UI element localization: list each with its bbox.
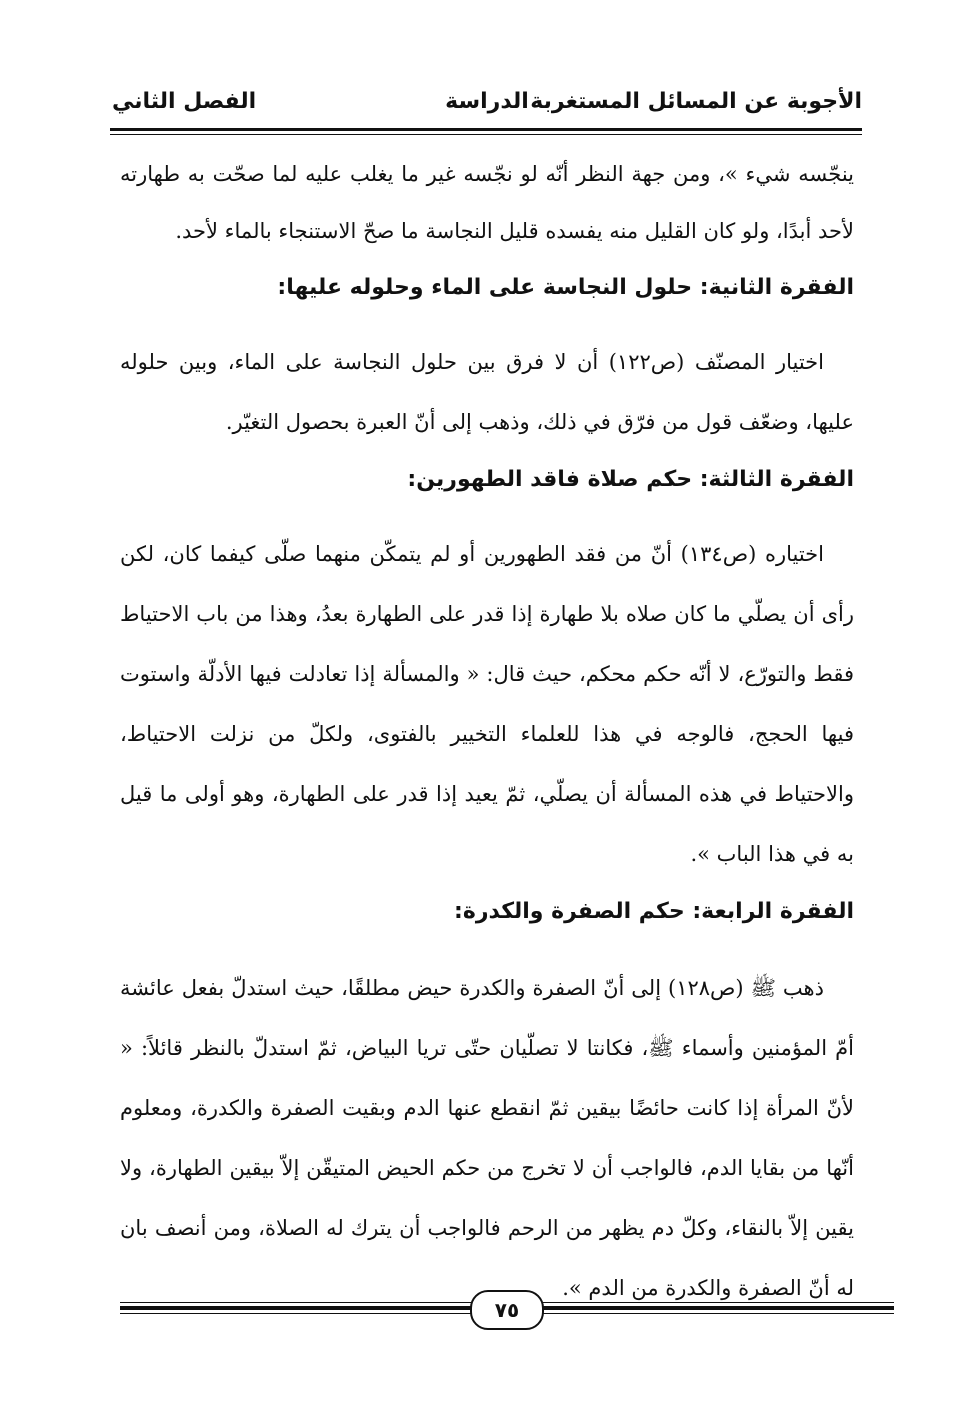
chapter-title: الفصل الثاني — [112, 89, 257, 114]
section-title: الدراسة — [445, 89, 529, 114]
book-title: الأجوبة عن المسائل المستغربة — [530, 89, 862, 114]
para4-heading: الفقرة الرابعة: حكم الصفرة والكدرة: — [454, 899, 854, 924]
page-footer — [120, 1290, 894, 1330]
running-header — [112, 84, 862, 124]
para4-text: ذهب ﷺ (ص١٢٨) إلى أنّ الصفرة والكدرة حيض مطلقًا، حيث استدلّ بفعل عائشة أمّ المؤمنين وأسماء ﷺ، فكانتا لا تصلّيان حتّى تريا البياض، ثمّ استدلّ بالنظر قائلاً: « لأنّ المرأة إذا كانت حائضًا بيقين ثمّ انقطع عنها الدم وبقيت الصفرة والكدرة، ومعلوم أنّها من بقايا الدم، فالواجب أن لا تخرج من حكم الحيض المتيقّن إلاّ بيقين الطهارة، ولا يقين إلاّ بالنقاء، وكلّ دم يظهر من الرحم فالواجب أن يترك له الصلاة، ومن أنصف بان له أنّ الصفرة والكدرة من الدم ». — [120, 976, 854, 1300]
spacer — [120, 940, 854, 958]
spacer — [120, 316, 854, 332]
intro-paragraph: ينجّسه شيء »، ومن جهة النظر أنّه لو نجّسه غير ما يغلب عليه لما صحّت به طهارته لأحد أبدًا، ولو كان القليل منه يفسده قليل النجاسة ما صحّ الاستنجاء بالماء لأحد. — [120, 162, 854, 243]
para2-text: اختيار المصنّف (ص١٢٢) أن لا فرق بين حلول النجاسة على الماء، وبين حلوله عليها، وضعّف قول من فرّق في ذلك، وذهب إلى أنّ العبرة بحصول التغيّر. — [120, 350, 854, 434]
spacer — [120, 508, 854, 524]
header-rule-thin — [110, 134, 862, 135]
page-body — [120, 146, 854, 1318]
header-rule — [110, 128, 862, 131]
page-number: ٧٥ — [470, 1290, 544, 1330]
para3-heading: الفقرة الثالثة: حكم صلاة فاقد الطهورين: — [407, 467, 854, 492]
para2-heading: الفقرة الثانية: حلول النجاسة على الماء وحلوله عليها: — [277, 275, 854, 300]
para3-text: اختياره (ص١٣٤) أنّ من فقد الطهورين أو لم يتمكّن منهما صلّى كيفما كان، لكن رأى أن يصلّي ما كان صلاه بلا طهارة إذا قدر على الطهارة بعدُ، وهذا من باب الاحتياط فقط والتورّع، لا أنّه حكم محكم، حيث قال: « والمسألة إذا تعادلت فيها الأدلّة واستوت فيها الحجج، فالوجه في هذا للعلماء التخيير بالفتوى، ولكلّ من نزلت الاحتياط، والاحتياط في هذه المسألة أن يصلّي، ثمّ يعيد إذا قدر على الطهارة، وهو أولى ما قيل به في هذا الباب ». — [120, 542, 854, 866]
